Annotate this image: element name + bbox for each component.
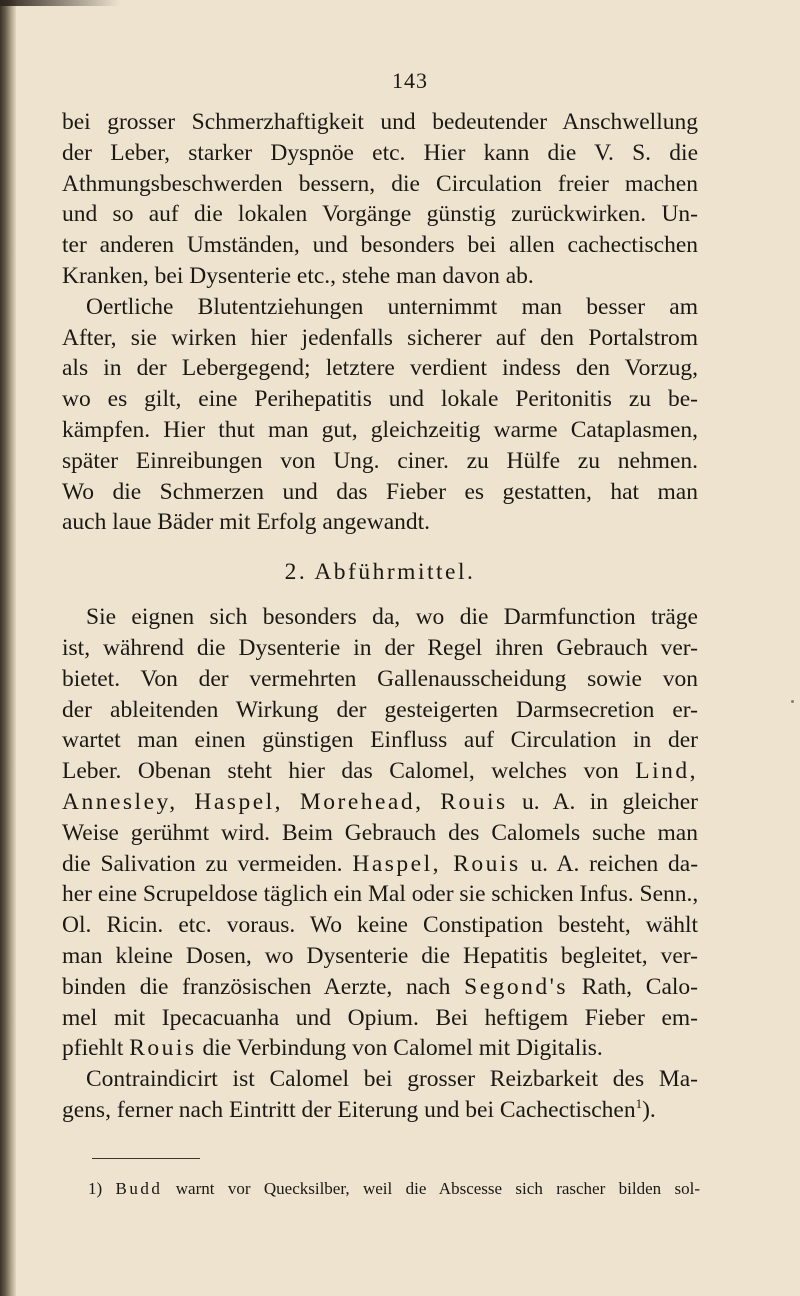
text-line: ist, während die Dysenterie in der Regel ihren Gebrauch ver- — [62, 634, 698, 661]
text-line: später Einreibungen von Ung. ciner. zu Hülfe zu nehmen. — [62, 447, 698, 474]
text-line — [62, 972, 698, 1003]
text-line — [62, 1095, 698, 1126]
author-name: Lind, — [635, 758, 698, 785]
text-line: als in der Lebergegend; letztere verdient indess den Vorzug, — [62, 355, 698, 382]
text-run: u. A. reichen da- — [530, 850, 699, 877]
footnote-marker: 1) — [88, 1179, 103, 1198]
text-line: der ableitenden Wirkung der gesteigerten Darmsecretion er- — [62, 696, 698, 723]
text-line — [62, 1033, 698, 1064]
text-line: Kranken, bei Dysenterie etc., stehe man davon ab. — [62, 262, 534, 289]
text-run: die Salivation zu vermeiden. — [62, 850, 343, 877]
author-name: Segond's — [464, 973, 569, 1000]
author-names: Haspel, Rouis — [352, 850, 521, 877]
paragraph-1 — [62, 107, 698, 292]
text-line: Contraindicirt ist Calomel bei grosser Reizbarkeit des Ma- — [86, 1066, 698, 1093]
text-line: Wo die Schmerzen und das Fieber es gestatten, hat man — [62, 478, 698, 505]
text-line: bietet. Von der vermehrten Gallenausscheidung sowie von — [62, 665, 698, 692]
paragraph-4 — [62, 1064, 698, 1126]
author-name: Budd — [115, 1179, 163, 1198]
text-run: die Verbindung von Calomel mit Digitalis. — [202, 1035, 603, 1062]
text-line: Sie eignen sich besonders da, wo die Darmfunction träge — [86, 604, 698, 631]
author-names: Annesley, Haspel, Morehead, Rouis — [62, 788, 508, 815]
text-line: man kleine Dosen, wo Dysenterie die Hepatitis begleitet, ver- — [62, 942, 698, 969]
footnote-ref: 1 — [635, 1096, 643, 1112]
section-heading: 2. Abführmittel. — [284, 559, 476, 586]
text-line: der Leber, starker Dyspnöe etc. Hier kann die V. S. die — [62, 139, 698, 166]
text-line: Athmungsbeschwerden bessern, die Circulation freier machen — [62, 170, 698, 197]
text-line — [62, 787, 698, 818]
text-line: Ol. Ricin. etc. voraus. Wo keine Constipation besteht, wählt — [62, 912, 698, 939]
text-run: Leber. Obenan steht hier das Calomel, welches von — [62, 758, 619, 785]
text-line — [62, 756, 698, 787]
body-text — [62, 107, 698, 1126]
text-line: After, sie wirken hier jedenfalls sicherer auf den Portalstrom — [62, 324, 698, 351]
text-line: ter anderen Umständen, und besonders bei allen cachectischen — [62, 232, 698, 259]
paragraph-2 — [62, 292, 698, 538]
book-spine-shadow — [0, 0, 16, 1296]
text-line: Weise gerühmt wird. Beim Gebrauch des Calomels suche man — [62, 819, 698, 846]
page-edge — [0, 0, 120, 6]
text-line: her eine Scrupeldose täglich ein Mal oder sie schicken Infus. Senn., — [62, 881, 699, 908]
text-run: gens, ferner nach Eintritt der Eiterung und bei Cachectischen — [62, 1096, 636, 1123]
text-line: wo es gilt, eine Perihepatitis und lokale Peritonitis zu be- — [62, 386, 698, 413]
footnote-text: warnt vor Quecksilber, weil die Abscesse sich rascher bilden sol- — [175, 1179, 700, 1198]
text-line: bei grosser Schmerzhaftigkeit und bedeutender Anschwellung — [62, 109, 698, 135]
author-name: Rouis — [129, 1035, 197, 1062]
paper-speck — [791, 700, 794, 703]
text-run: binden die französischen Aerzte, nach — [62, 973, 451, 1000]
text-run: u. A. in gleicher — [521, 788, 698, 815]
text-run: Rath, Calo- — [581, 973, 699, 1000]
text-line: wartet man einen günstigen Einfluss auf Circulation in der — [62, 727, 698, 754]
text-run: pfiehlt — [62, 1035, 124, 1062]
footnote — [88, 1178, 700, 1200]
text-line: auch laue Bäder mit Erfolg angewandt. — [62, 509, 431, 536]
text-line: mel mit Ipecacuanha und Opium. Bei heftigem Fieber em- — [62, 1004, 698, 1031]
text-line: kämpfen. Hier thut man gut, gleichzeitig warme Cataplasmen, — [62, 416, 698, 443]
text-line: Oertliche Blutentziehungen unternimmt man besser am — [86, 293, 698, 320]
text-line — [62, 849, 698, 880]
page-number: 143 — [392, 68, 428, 93]
paragraph-3 — [62, 602, 698, 1064]
text-line: und so auf die lokalen Vorgänge günstig zurückwirken. Un- — [62, 201, 698, 228]
footnote-divider — [92, 1158, 200, 1159]
text-run: ). — [642, 1096, 656, 1123]
